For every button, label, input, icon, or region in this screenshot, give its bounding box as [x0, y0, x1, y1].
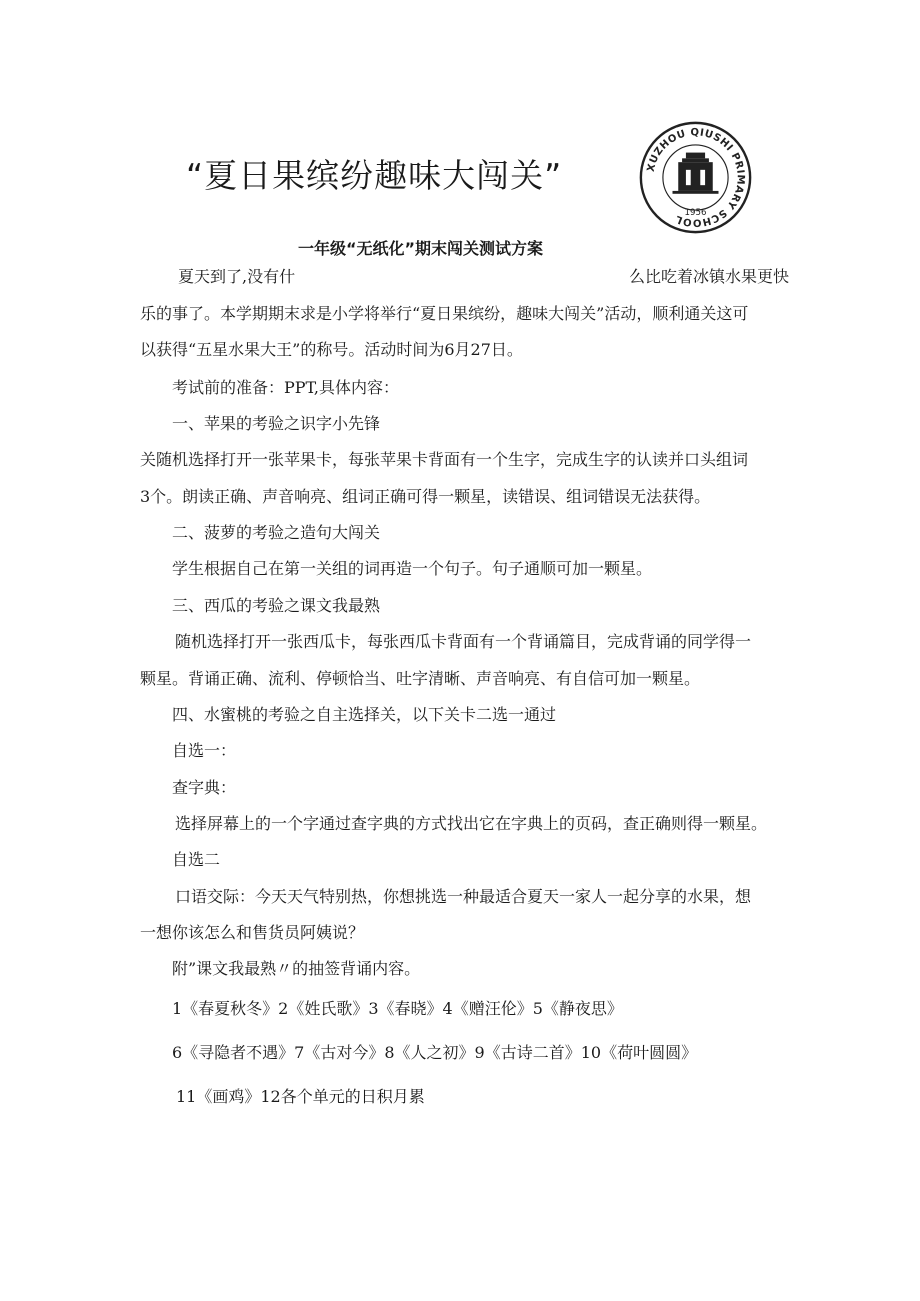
body-line: 随机选择打开一张西瓜卡，每张西瓜卡背面有一个背诵篇目，完成背诵的同学得一	[175, 632, 752, 651]
body-line: 查字典：	[172, 778, 237, 797]
body-line: 选择屏幕上的一个字通过查字典的方式找出它在字典上的页码，查正确则得一颗星。	[175, 814, 768, 833]
recitation-list-item: 6《寻隐者不遇》7《古对今》8《人之初》9《古诗二首》10《荷叶圆圆》	[172, 1043, 698, 1062]
section-heading: 一、苹果的考验之识字小先锋	[172, 414, 381, 433]
section-heading: 四、水蜜桃的考验之自主选择关，以下关卡二选一通过	[172, 705, 557, 724]
body-line: 附”课文我最熟〃的抽签背诵内容。	[172, 959, 421, 978]
recitation-list-item: 11《画鸡》12各个单元的日积月累	[176, 1087, 425, 1106]
document-title: “夏日果缤纷趣味大闯关”	[186, 156, 563, 195]
body-line: 自选二	[172, 850, 221, 869]
body-line: 自选一：	[172, 741, 237, 760]
body-line: 口语交际：今天天气特别热，你想挑选一种最适合夏天一家人一起分享的水果，想	[175, 887, 752, 906]
body-line: 学生根据自己在第一关组的词再造一个句子。句子通顺可加一颗星。	[172, 559, 653, 578]
school-seal-logo	[638, 120, 753, 235]
body-line: 一想你该怎么和售货员阿姨说？	[140, 923, 365, 942]
body-line: 么比吃着冰镇水果更快	[629, 267, 790, 286]
section-heading: 二、菠萝的考验之造句大闯关	[172, 523, 381, 542]
body-line: 乐的事了。本学期期末求是小学将举行“夏日果缤纷，趣味大闯关”活动，顺利通关这可	[140, 304, 749, 323]
body-line: 3个。朗读正确、声音响亮、组词正确可得一颗星，读错误、组词错误无法获得。	[140, 487, 711, 506]
recitation-list-item: 1《春夏秋冬》2《姓氏歌》3《春晓》4《赠汪伦》5《静夜思》	[172, 999, 623, 1018]
svg-text:XUZHOU QIUSHI PRIMARY SCHOOL: XUZHOU QIUSHI PRIMARY SCHOOL	[645, 127, 746, 228]
body-line: 关随机选择打开一张苹果卡，每张苹果卡背面有一个生字，完成生字的认读并口头组词	[140, 450, 749, 469]
svg-text:1956: 1956	[684, 207, 707, 218]
body-line: 夏天到了,没有什	[178, 267, 296, 286]
document-subtitle: 一年级“无纸化”期末闯关测试方案	[298, 239, 544, 258]
body-line: 以获得“五星水果大王”的称号。活动时间为6月27日。	[140, 340, 523, 359]
section-heading: 三、西瓜的考验之课文我最熟	[172, 596, 381, 615]
body-line: 考试前的准备：PPT,具体内容：	[172, 378, 399, 397]
body-line: 颗星。背诵正确、流利、停顿恰当、吐字清晰、声音响亮、有自信可加一颗星。	[140, 669, 701, 688]
